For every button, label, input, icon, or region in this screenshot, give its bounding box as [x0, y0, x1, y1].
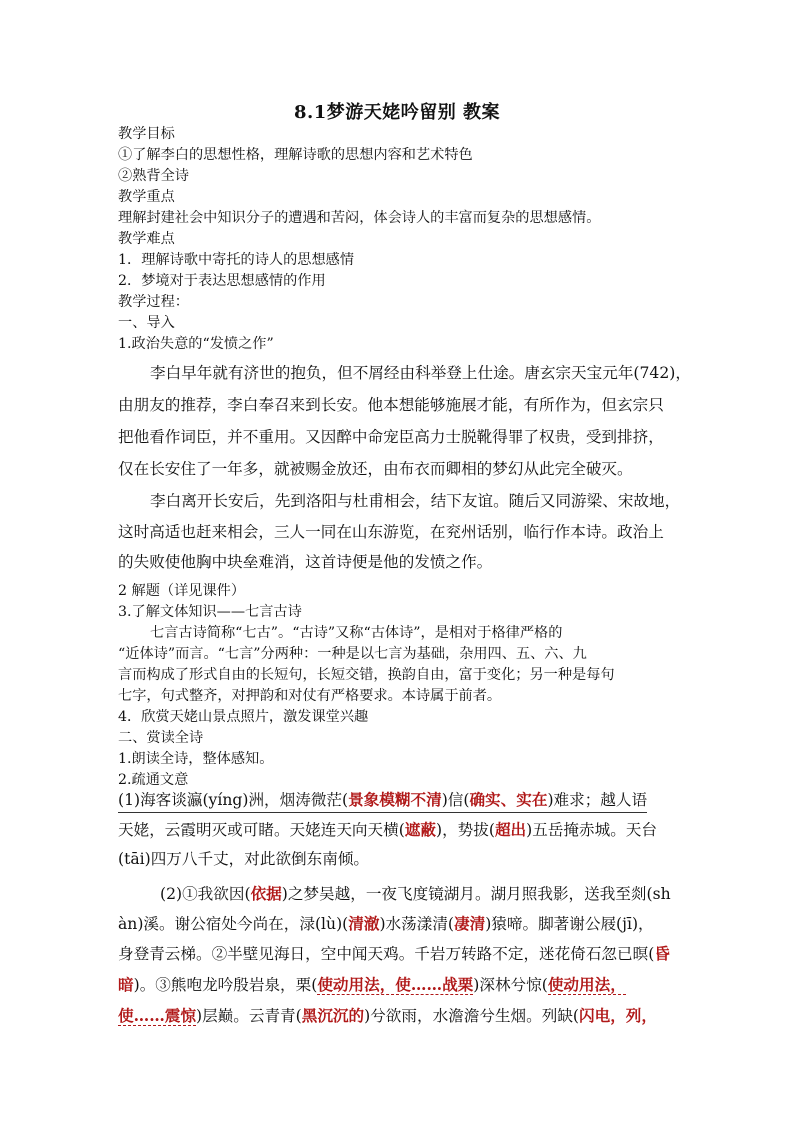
text-segment: )难求；越人语	[547, 791, 648, 809]
text-segment: )水荡漾清(	[379, 915, 454, 933]
text-segment: 身登青云梯。②半壁见海日，空中闻天鸡。千岩万转路不定，迷花倚石忽已暝(	[118, 945, 655, 963]
annotation: 闪电，列，	[579, 1006, 657, 1025]
annotation: 使动用法，使……战栗	[317, 975, 474, 994]
intro-p2-line1: 李白离开长安后，先到洛阳与杜甫相会，结下友谊。随后又同游梁、宋故地，	[150, 492, 681, 510]
annotation: 黑沉沉的	[301, 1006, 365, 1025]
annotated-line-5	[118, 912, 688, 936]
intro-p1-line3: 把他看作词臣，并不重用。又因醉中命宠臣高力士脱靴得罪了权贵，受到排挤，	[118, 428, 664, 446]
objective-2: ②熟背全诗	[118, 168, 189, 184]
process-heading: 教学过程：	[118, 294, 189, 310]
text-segment: )信(	[441, 791, 470, 809]
text-segment: )之梦吴越，一夜飞度镜湖月。湖月照我影，送我至剡(sh	[281, 885, 671, 903]
text-segment: àn)溪。谢公宿处今尚在，渌(lù)(	[118, 915, 349, 933]
annotation: 凄清	[454, 914, 486, 933]
text-segment: (2)①我欲因(	[160, 885, 251, 903]
annotation: 超出	[494, 820, 527, 839]
text-segment: )。③熊咆龙吟殷岩泉，栗(	[133, 976, 318, 994]
part1-item4: 4．欣赏天姥山景点照片，激发课堂兴趣	[118, 709, 369, 725]
annotated-line-1	[118, 788, 647, 813]
part2-item2: 2.疏通文意	[118, 772, 189, 788]
part1-heading: 一、导入	[118, 315, 175, 331]
document-title: 8.1梦游天姥吟留别 教案	[293, 102, 501, 123]
annotated-line-4	[160, 882, 730, 906]
genre-line4: 七字，句式整齐，对押韵和对仗有严格要求。本诗属于前者。	[118, 688, 502, 704]
part1-item2: 2 解题（详见课件）	[118, 583, 246, 599]
annotated-line-2	[118, 818, 688, 842]
annotated-line-3	[118, 848, 688, 871]
objectives-heading: 教学目标	[118, 126, 175, 142]
annotation: 使……震惊	[118, 1006, 196, 1025]
annotated-line-8	[118, 1004, 688, 1028]
text-segment: )层巅。云青青(	[195, 1007, 302, 1025]
annotation: 遮蔽	[404, 820, 436, 839]
annotation: 使动用法，	[547, 975, 626, 994]
text-segment: )五岳掩赤城。天台	[526, 821, 657, 839]
intro-p1-line2: 由朋友的推荐，李白奉召来到长安。他本想能够施展才能，有所作为，但玄宗只	[118, 396, 664, 414]
annotation: 确实、实在	[469, 790, 548, 809]
intro-p1-line4: 仅在长安住了一年多，就被赐金放还，由布衣而卿相的梦幻从此完全破灭。	[118, 460, 633, 478]
key-text: 理解封建社会中知识分子的遭遇和苦闷，体会诗人的丰富而复杂的思想感情。	[118, 210, 601, 226]
part2-item1: 1.朗读全诗，整体感知。	[118, 751, 274, 767]
intro-p1-line1: 李白早年就有济世的抱负，但不屑经由科举登上仕途。唐玄宗天宝元年(742)，	[150, 364, 691, 382]
text-segment: )深林兮惊(	[473, 976, 548, 994]
key-heading: 教学重点	[118, 189, 175, 205]
annotation: 清澈	[348, 914, 380, 933]
genre-line3: 言而构成了形式自由的长短句，长短交错，换韵自由，富于变化；另一种是每句	[118, 667, 615, 683]
text-segment: )猿啼。脚著谢公屐(jī)，	[485, 915, 654, 933]
text-segment: 天姥，云霞明灭或可睹。天姥连天向天横(	[118, 821, 405, 839]
text-segment: (1)海客谈瀛(yíng)洲，烟涛微茫(	[118, 791, 349, 809]
annotation: 依据	[250, 884, 282, 903]
part2-heading: 二、赏读全诗	[118, 730, 204, 746]
annotated-line-6	[118, 942, 688, 966]
text-segment: (tāi)四万八千丈，对此欲倒东南倾。	[118, 850, 370, 868]
annotated-line-7	[118, 973, 688, 997]
text-segment: )，势拔(	[435, 821, 495, 839]
annotation: 昏	[654, 944, 670, 963]
objective-1: ①了解李白的思想性格，理解诗歌的思想内容和艺术特色	[118, 147, 473, 163]
intro-p2-line3: 的失败使他胸中块垒难消，这首诗便是他的发愤之作。	[118, 553, 493, 571]
annotation: 暗	[118, 975, 134, 994]
genre-line2: “近体诗”而言。“七言”分两种：一种是以七言为基础，杂用四、五、六、九	[118, 646, 587, 662]
intro-p2-line2: 这时高适也赶来相会，三人一同在山东游览，在兖州话别，临行作本诗。政治上	[118, 523, 664, 541]
difficulty-2: 2．梦境对于表达思想感情的作用	[118, 273, 326, 289]
genre-line1: 七言古诗简称“七古”。“古诗”又称“古体诗”，是相对于格律严格的	[150, 625, 563, 641]
part1-item1: 1.政治失意的“发愤之作”	[118, 336, 274, 352]
part1-item3: 3.了解文体知识——七言古诗	[118, 604, 302, 620]
difficulty-heading: 教学难点	[118, 231, 175, 247]
text-segment: )兮欲雨，水澹澹兮生烟。列缺(	[364, 1007, 579, 1025]
annotation: 景象模糊不清	[348, 790, 442, 809]
difficulty-1: 1．理解诗歌中寄托的诗人的思想感情	[118, 252, 355, 268]
